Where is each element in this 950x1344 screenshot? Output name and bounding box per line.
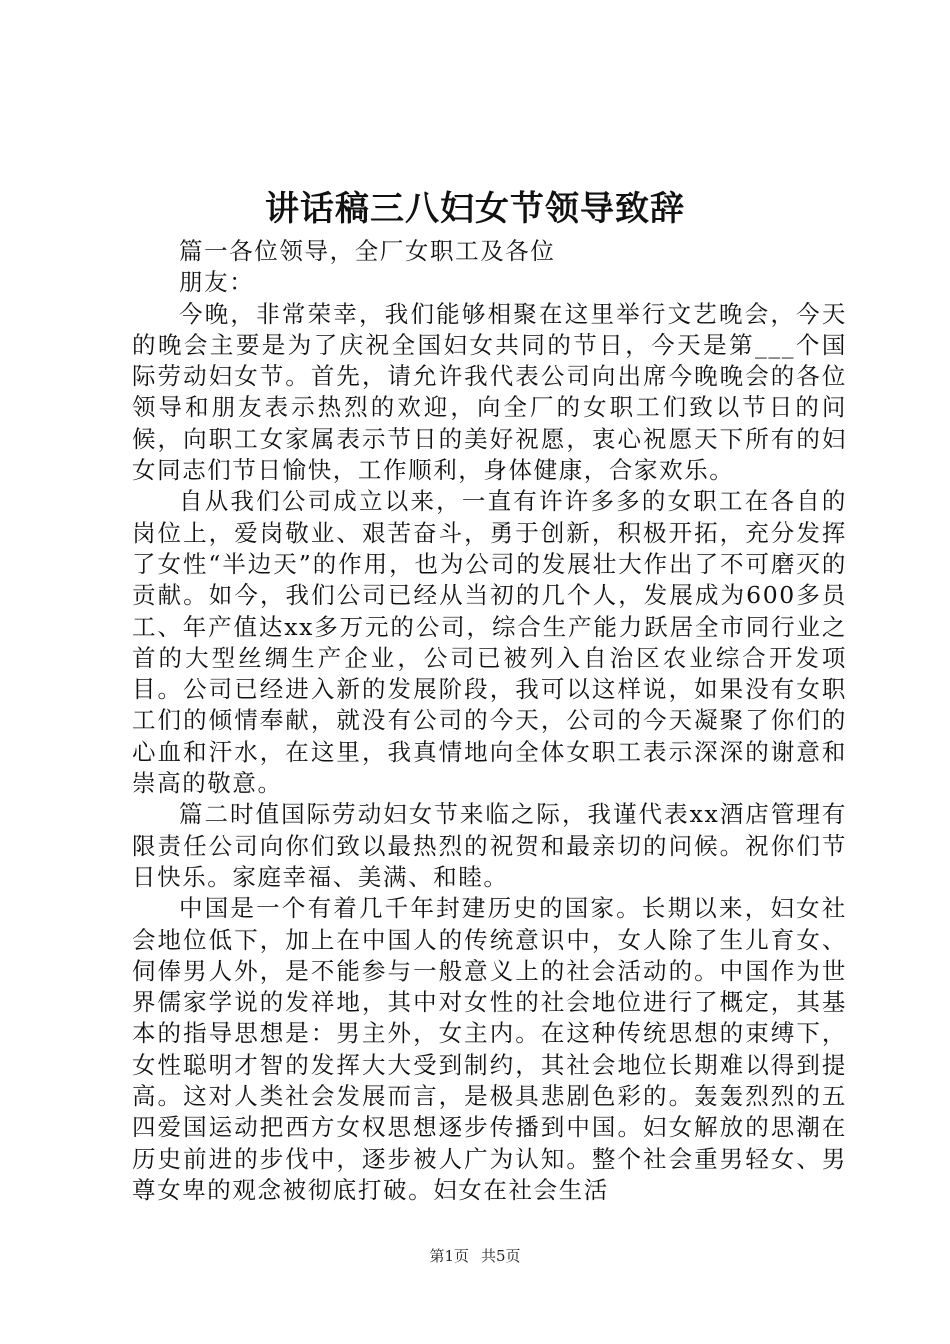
paragraph-1: 篇一各位领导，全厂女职工及各位 xyxy=(179,237,556,265)
paragraph-5: 篇二时值国际劳动妇女节来临之际，我谨代表xx酒店管理有限责任公司向你们致以最热烈的祝贺和最亲切的问候。祝你们节日快乐。家庭幸福、美满、和睦。 xyxy=(132,800,847,891)
document-body xyxy=(132,236,847,1206)
paragraph-3: 今晚，非常荣幸，我们能够相聚在这里举行文艺晚会，今天的晚会主要是为了庆祝全国妇女共同的节日，今天是第___个国际劳动妇女节。首先，请允许我代表公司向出席今晚晚会的各位领导和朋友表示热烈的欢迎，向全厂的女职工们致以节日的问候，向职工女家属表示节日的美好祝愿，衷心祝愿天下所有的妇女同志们节日愉快，工作顺利，身体健康，合家欢乐。 xyxy=(132,299,847,485)
page-footer xyxy=(0,1246,950,1266)
document-title: 讲话稿三八妇女节领导致辞 xyxy=(265,189,685,229)
paragraph-6: 中国是一个有着几千年封建历史的国家。长期以来，妇女社会地位低下，加上在中国人的传统意识中，女人除了生儿育女、伺俸男人外，是不能参与一般意义上的社会活动的。中国作为世界儒家学说的发祥地，其中对女性的社会地位进行了概定，其基本的指导思想是：男主外，女主内。在这种传统思想的束缚下，女性聪明才智的发挥大大受到制约，其社会地位长期难以得到提高。这对人类社会发展而言，是极具悲剧色彩的。轰轰烈烈的五四爱国运动把西方女权思想逐步传播到中国。妇女解放的思潮在历史前进的步伐中，逐步被人广为认知。整个社会重男轻女、男尊女卑的观念被彻底打破。妇女在社会生活 xyxy=(132,894,847,1204)
page-number: 第1页 xyxy=(429,1247,469,1265)
paragraph-4: 自从我们公司成立以来，一直有许许多多的女职工在各自的岗位上，爱岗敬业、艰苦奋斗，勇于创新，积极开拓，充分发挥了女性“半边天”的作用，也为公司的发展壮大作出了不可磨灭的贡献。如今，我们公司已经从当初的几个人，发展成为600多员工、年产值达xx多万元的公司，综合生产能力跃居全市同行业之首的大型丝绸生产企业，公司已被列入自治区农业综合开发项目。公司已经进入新的发展阶段，我可以这样说，如果没有女职工们的倾情奉献，就没有公司的今天，公司的今天凝聚了你们的心血和汗水，在这里，我真情地向全体女职工表示深深的谢意和崇高的敬意。 xyxy=(132,487,847,798)
paragraph-2: 朋友： xyxy=(179,268,255,297)
page-total: 共5页 xyxy=(481,1247,521,1265)
